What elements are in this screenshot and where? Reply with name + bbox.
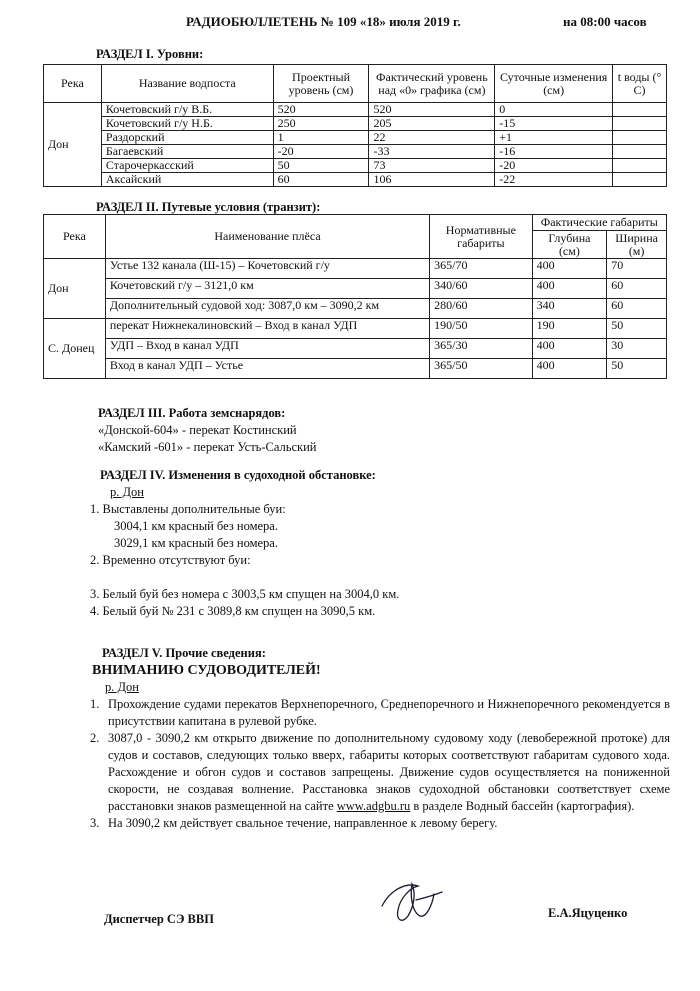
col-normative: Нормативные габариты <box>430 215 532 259</box>
section-2-heading: РАЗДЕЛ II. Путевые условия (транзит): <box>96 200 321 214</box>
cell-design: -20 <box>273 145 369 159</box>
section-5-heading: РАЗДЕЛ V. Прочие сведения: <box>102 646 266 660</box>
cell-depth: 400 <box>532 339 607 359</box>
col-river: Река <box>44 65 102 103</box>
cell-normative: 365/50 <box>430 359 532 379</box>
section-3 <box>98 405 316 456</box>
transit-row <box>44 339 667 359</box>
cell-depth: 340 <box>532 299 607 319</box>
levels-row <box>44 117 667 131</box>
cell-change: +1 <box>495 131 613 145</box>
river-cell: С. Донец <box>44 319 106 379</box>
cell-normative: 340/60 <box>430 279 532 299</box>
levels-table <box>43 64 667 187</box>
section-4 <box>90 467 650 620</box>
list-item: 1. Выставлены дополнительные буи: <box>90 502 286 516</box>
cell-width: 70 <box>607 259 667 279</box>
cell-name: Багаевский <box>101 145 273 159</box>
section-4-heading: РАЗДЕЛ IV. Изменения в судоходной обстановке: <box>100 468 376 482</box>
cell-actual: 106 <box>369 173 495 187</box>
cell-depth: 400 <box>532 279 607 299</box>
website-link[interactable]: www.adgbu.ru <box>336 799 411 813</box>
section-5 <box>90 645 670 832</box>
col-actual-dimensions: Фактические габариты <box>532 215 666 231</box>
section-1-heading: РАЗДЕЛ I. Уровни: <box>96 47 204 61</box>
cell-change: -20 <box>495 159 613 173</box>
cell-temp <box>613 131 667 145</box>
cell-name: Кочетовский г/у В.Б. <box>101 103 273 117</box>
list-item: 2. Временно отсутствуют буи: <box>90 553 251 567</box>
signature <box>372 876 452 928</box>
transit-row <box>44 319 667 339</box>
cell-change: 0 <box>495 103 613 117</box>
levels-row <box>44 131 667 145</box>
cell-name: Старочеркасский <box>101 159 273 173</box>
cell-actual: 73 <box>369 159 495 173</box>
river-label: р. Дон <box>105 680 139 694</box>
attention-heading: ВНИМАНИЮ СУДОВОДИТЕЛЕЙ! <box>92 663 321 678</box>
cell-normative: 280/60 <box>430 299 532 319</box>
river-label: р. Дон <box>110 485 144 499</box>
col-actual-level: Фактический уровень над «0» графика (см) <box>369 65 495 103</box>
cell-name: Вход в канал УДП – Устье <box>105 359 429 379</box>
col-station: Название водпоста <box>101 65 273 103</box>
cell-actual: -33 <box>369 145 495 159</box>
cell-change: -22 <box>495 173 613 187</box>
cell-name: УДП – Вход в канал УДП <box>105 339 429 359</box>
transit-row <box>44 299 667 319</box>
col-design-level: Проектный уровень (см) <box>273 65 369 103</box>
levels-row <box>44 173 667 187</box>
cell-name: Аксайский <box>101 173 273 187</box>
list-item: 2. 3087,0 - 3090,2 км открыто движение по дополнительному судовому ходу (левобережной протоке) для судов и составов, следующих только вверх, габариты которых соответствуют габаритам судового хода. Расхождение и обгон судов и составов запрещены. Движение судов осуществляется на пониженной скорости, не создавая волнение. Расстановка знаков судоходной обстановки соответствует схеме расстановки знаков размещенной на сайте www.adgbu.ru в разделе Водный бассейн (картография). <box>90 731 670 813</box>
cell-width: 50 <box>607 359 667 379</box>
col-river: Река <box>44 215 106 259</box>
list-item: 3. На 3090,2 км действует свальное течение, направленное к левому берегу. <box>90 816 498 830</box>
cell-depth: 190 <box>532 319 607 339</box>
cell-name: Дополнительный судовой ход: 3087,0 км – 3090,2 км <box>105 299 429 319</box>
col-daily-change: Суточные изменения (см) <box>495 65 613 103</box>
list-item: 3. Белый буй без номера с 3003,5 км спущен на 3004,0 км. <box>90 587 400 601</box>
list-item: 1. Прохождение судами перекатов Верхнепоречного, Среднепоречного и Нижнепоречного рекомендуется в присутствии капитана в рулевой рубке. <box>90 697 670 728</box>
dredger-line: «Камский -601» - перекат Усть-Сальский <box>98 440 317 454</box>
cell-design: 250 <box>273 117 369 131</box>
list-subitem: 3004,1 км красный без номера. <box>114 519 278 533</box>
bulletin-title: РАДИОБЮЛЛЕТЕНЬ № 109 «18» июля 2019 г. <box>186 14 461 29</box>
list-item: 4. Белый буй № 231 с 3089,8 км спущен на 3090,5 км. <box>90 604 376 618</box>
cell-depth: 400 <box>532 259 607 279</box>
cell-width: 60 <box>607 279 667 299</box>
cell-width: 50 <box>607 319 667 339</box>
cell-depth: 400 <box>532 359 607 379</box>
cell-actual: 205 <box>369 117 495 131</box>
levels-table-body <box>44 103 667 187</box>
cell-name: Раздорский <box>101 131 273 145</box>
list-subitem: 3029,1 км красный без номера. <box>114 536 278 550</box>
transit-row <box>44 259 667 279</box>
bulletin-time: на 08:00 часов <box>563 14 647 29</box>
dredger-line: «Донской-604» - перекат Костинский <box>98 423 297 437</box>
cell-name: Кочетовский г/у Н.Б. <box>101 117 273 131</box>
cell-change: -15 <box>495 117 613 131</box>
transit-table <box>43 214 667 379</box>
col-reach-name: Наименование плёса <box>105 215 429 259</box>
cell-normative: 365/30 <box>430 339 532 359</box>
cell-temp <box>613 159 667 173</box>
levels-row <box>44 103 667 117</box>
section-3-heading: РАЗДЕЛ III. Работа земснарядов: <box>98 406 286 420</box>
cell-temp <box>613 145 667 159</box>
dispatcher-name: Е.А.Яцуценко <box>548 906 628 920</box>
cell-normative: 365/70 <box>430 259 532 279</box>
cell-name: Кочетовский г/у – 3121,0 км <box>105 279 429 299</box>
cell-name: Устье 132 канала (Ш-15) – Кочетовский г/у <box>105 259 429 279</box>
transit-row <box>44 279 667 299</box>
cell-width: 60 <box>607 299 667 319</box>
levels-row <box>44 145 667 159</box>
cell-temp <box>613 173 667 187</box>
levels-row <box>44 159 667 173</box>
dispatcher-position: Диспетчер СЭ ВВП <box>104 912 214 926</box>
col-water-temp: t воды (° C) <box>613 65 667 103</box>
cell-design: 1 <box>273 131 369 145</box>
cell-name: перекат Нижнекалиновский – Вход в канал УДП <box>105 319 429 339</box>
cell-width: 30 <box>607 339 667 359</box>
cell-normative: 190/50 <box>430 319 532 339</box>
cell-change: -16 <box>495 145 613 159</box>
cell-temp <box>613 117 667 131</box>
cell-actual: 22 <box>369 131 495 145</box>
river-cell: Дон <box>44 103 102 187</box>
river-cell: Дон <box>44 259 106 319</box>
transit-row <box>44 359 667 379</box>
cell-design: 60 <box>273 173 369 187</box>
transit-table-body <box>44 259 667 379</box>
cell-design: 520 <box>273 103 369 117</box>
cell-actual: 520 <box>369 103 495 117</box>
cell-design: 50 <box>273 159 369 173</box>
col-width: Ширина (м) <box>607 231 667 259</box>
col-depth: Глубина (см) <box>532 231 607 259</box>
cell-temp <box>613 103 667 117</box>
